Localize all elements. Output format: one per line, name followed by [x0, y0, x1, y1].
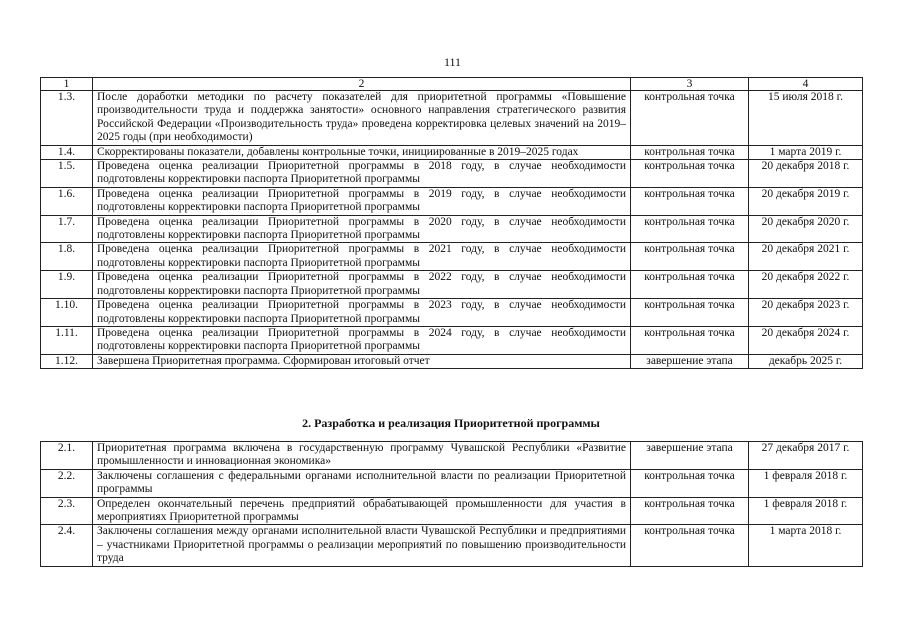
table-row: [41, 145, 863, 159]
row-description: Определен окончательный перечень предприятий обрабатывающей промышленности для участия в мероприятиях Приоритетной программы: [93, 497, 631, 525]
column-number-3: 3: [631, 78, 749, 91]
table-row: [41, 243, 863, 271]
row-event-type: контрольная точка: [631, 145, 749, 159]
table-column-numbers-row: [41, 78, 863, 91]
column-number-4: 4: [749, 78, 863, 91]
row-description: Проведена оценка реализации Приоритетной программы в 2021 году, в случае необходимости подготовлены корректировки паспорта Приоритетной программы: [93, 243, 631, 271]
row-description: Проведена оценка реализации Приоритетной программы в 2019 году, в случае необходимости подготовлены корректировки паспорта Приоритетной программы: [93, 187, 631, 215]
table-row: [41, 91, 863, 146]
row-event-type: контрольная точка: [631, 497, 749, 525]
row-description: Проведена оценка реализации Приоритетной программы в 2023 году, в случае необходимости подготовлены корректировки паспорта Приоритетной программы: [93, 299, 631, 327]
row-number: 1.8.: [41, 243, 93, 271]
row-date: 1 марта 2018 г.: [749, 525, 863, 566]
row-date: 20 декабря 2024 г.: [749, 326, 863, 354]
table-row: [41, 525, 863, 566]
row-date: 20 декабря 2019 г.: [749, 187, 863, 215]
column-number-2: 2: [93, 78, 631, 91]
table-row: [41, 187, 863, 215]
row-number: 1.5.: [41, 160, 93, 188]
row-number: 1.9.: [41, 271, 93, 299]
row-number: 1.6.: [41, 187, 93, 215]
row-number: 1.10.: [41, 299, 93, 327]
row-event-type: контрольная точка: [631, 469, 749, 497]
table-row: [41, 469, 863, 497]
row-description: Приоритетная программа включена в государственную программу Чувашской Республики «Развитие промышленности и инновационная экономика»: [93, 442, 631, 470]
row-date: 15 июля 2018 г.: [749, 91, 863, 146]
row-description: Проведена оценка реализации Приоритетной программы в 2024 году, в случае необходимости подготовлены корректировки паспорта Приоритетной программы: [93, 326, 631, 354]
row-number: 1.7.: [41, 215, 93, 243]
row-date: 20 декабря 2022 г.: [749, 271, 863, 299]
row-event-type: контрольная точка: [631, 187, 749, 215]
row-event-type: контрольная точка: [631, 243, 749, 271]
table-row: [41, 160, 863, 188]
row-description: Проведена оценка реализации Приоритетной программы в 2020 году, в случае необходимости подготовлены корректировки паспорта Приоритетной программы: [93, 215, 631, 243]
row-date: 20 декабря 2021 г.: [749, 243, 863, 271]
row-event-type: контрольная точка: [631, 91, 749, 146]
row-description: Заключены соглашения с федеральными органами исполнительной власти по реализации Приоритетной программы: [93, 469, 631, 497]
section-heading: 2. Разработка и реализация Приоритетной программы: [302, 416, 600, 430]
row-event-type: контрольная точка: [631, 299, 749, 327]
row-date: декабрь 2025 г.: [749, 354, 863, 368]
milestones-table-section-1: [40, 77, 863, 369]
column-number-1: 1: [41, 78, 93, 91]
row-description: Заключены соглашения между органами исполнительной власти Чувашской Республики и предприятиями – участниками Приоритетной программы о реализации мероприятий по повышению производительности труда: [93, 525, 631, 566]
row-number: 2.1.: [41, 442, 93, 470]
table-row: [41, 497, 863, 525]
row-event-type: завершение этапа: [631, 442, 749, 470]
row-number: 1.4.: [41, 145, 93, 159]
row-number: 2.4.: [41, 525, 93, 566]
page-number: 111: [443, 55, 462, 69]
table-row: [41, 354, 863, 368]
row-description: Завершена Приоритетная программа. Сформирован итоговый отчет: [93, 354, 631, 368]
row-number: 2.3.: [41, 497, 93, 525]
row-description: Проведена оценка реализации Приоритетной программы в 2022 году, в случае необходимости подготовлены корректировки паспорта Приоритетной программы: [93, 271, 631, 299]
row-event-type: контрольная точка: [631, 160, 749, 188]
row-number: 1.11.: [41, 326, 93, 354]
table-row: [41, 442, 863, 470]
row-event-type: контрольная точка: [631, 326, 749, 354]
row-number: 1.12.: [41, 354, 93, 368]
row-description: После доработки методики по расчету показателей для приоритетной программы «Повышение производительности труда и поддержка занятости» основного направления стратегического развития Российской Федерации «Производительность труда» проведена корректировка целевых значений на 2019–2025 годы (при необходимости): [93, 91, 631, 146]
table-row: [41, 299, 863, 327]
milestones-table-section-2: [40, 441, 863, 567]
row-date: 20 декабря 2023 г.: [749, 299, 863, 327]
row-date: 1 февраля 2018 г.: [749, 497, 863, 525]
row-date: 1 марта 2019 г.: [749, 145, 863, 159]
row-number: 1.3.: [41, 91, 93, 146]
row-date: 20 декабря 2018 г.: [749, 160, 863, 188]
row-event-type: контрольная точка: [631, 271, 749, 299]
row-event-type: контрольная точка: [631, 525, 749, 566]
row-date: 1 февраля 2018 г.: [749, 469, 863, 497]
row-date: 20 декабря 2020 г.: [749, 215, 863, 243]
row-date: 27 декабря 2017 г.: [749, 442, 863, 470]
row-description: Проведена оценка реализации Приоритетной программы в 2018 году, в случае необходимости подготовлены корректировки паспорта Приоритетной программы: [93, 160, 631, 188]
table-row: [41, 326, 863, 354]
table-row: [41, 271, 863, 299]
row-event-type: контрольная точка: [631, 215, 749, 243]
row-number: 2.2.: [41, 469, 93, 497]
row-event-type: завершение этапа: [631, 354, 749, 368]
row-description: Скорректированы показатели, добавлены контрольные точки, инициированные в 2019–2025 годах: [93, 145, 631, 159]
table-row: [41, 215, 863, 243]
